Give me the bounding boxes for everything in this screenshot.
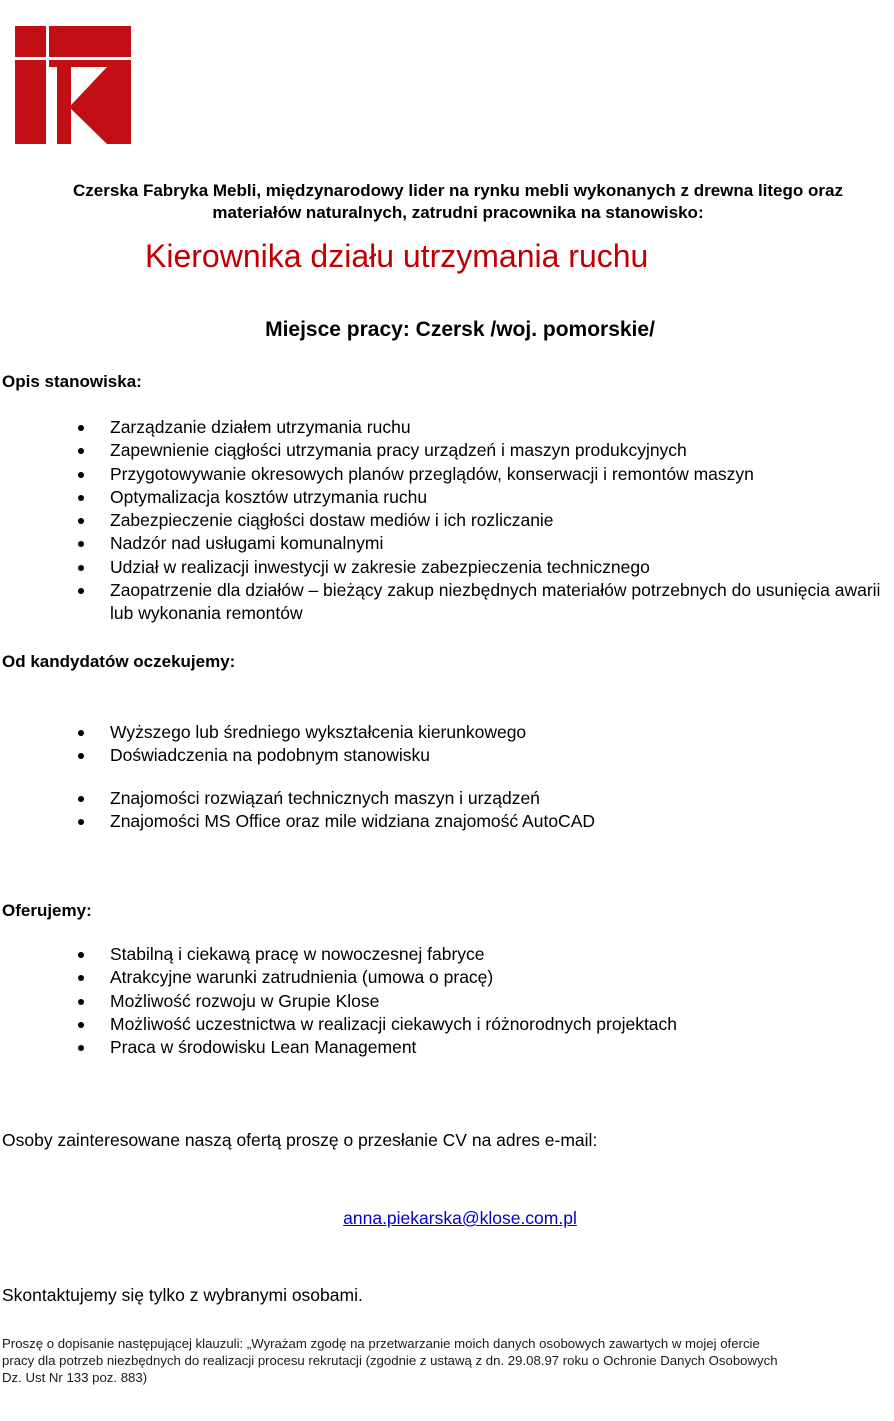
requirements-list-1 [0,721,526,768]
list-item: Zarządzanie działem utrzymania ruchu [0,416,894,439]
consent-clause [2,1335,894,1386]
list-item: Doświadczenia na podobnym stanowisku [0,744,526,767]
list-item: Zapewnienie ciągłości utrzymania pracy urządzeń i maszyn produkcyjnych [0,439,894,462]
requirements-heading: Od kandydatów oczekujemy: [2,652,236,671]
list-item: Praca w środowisku Lean Management [0,1036,677,1059]
email-link[interactable]: anna.piekarska@klose.com.pl [343,1208,577,1228]
list-item: Nadzór nad usługami komunalnymi [0,532,894,555]
company-intro [0,180,894,224]
list-item: Wyższego lub średniego wykształcenia kierunkowego [0,721,526,744]
job-title: Kierownika działu utrzymania ruchu [145,238,649,274]
list-item: Optymalizacja kosztów utrzymania ruchu [0,486,894,509]
list-item: Możliwość uczestnictwa w realizacji ciekawych i różnorodnych projektach [0,1013,677,1036]
klose-logo-icon [15,26,131,144]
list-item: Zabezpieczenie ciągłości dostaw mediów i ich rozliczanie [0,509,894,532]
list-item: Możliwość rozwoju w Grupie Klose [0,990,677,1013]
intro-line-2: materiałów naturalnych, zatrudni pracownika na stanowisko: [212,203,704,222]
list-item: Udział w realizacji inwestycji w zakresie zabezpieczenia technicznego [0,556,894,579]
selection-note: Skontaktujemy się tylko z wybranymi osobami. [2,1285,363,1305]
job-location: Miejsce pracy: Czersk /woj. pomorskie/ [265,318,655,341]
description-heading: Opis stanowiska: [2,372,142,391]
list-item: Znajomości rozwiązań technicznych maszyn i urządzeń [0,787,595,810]
intro-line-1: Czerska Fabryka Mebli, międzynarodowy lider na rynku mebli wykonanych z drewna litego oraz [73,181,843,200]
clause-line-3: Dz. Ust Nr 133 poz. 883) [2,1370,148,1385]
description-list [0,416,894,626]
contact-text: Osoby zainteresowane naszą ofertą proszę o przesłanie CV na adres e-mail: [2,1130,598,1150]
clause-line-2: pracy dla potrzeb niezbędnych do realizacji procesu rekrutacji (zgodnie z ustawą z dn. 29.08.97 roku o Ochronie Danych Osobowych [2,1353,778,1368]
list-item: Zaopatrzenie dla działów – bieżący zakup niezbędnych materiałów potrzebnych do usunięcia awarii lub wykonania remontów [0,579,894,626]
offer-list [0,943,677,1059]
clause-line-1: Proszę o dopisanie następującej klauzuli: „Wyrażam zgodę na przetwarzanie moich danych osobowych zawartych w mojej ofercie [2,1336,760,1351]
list-item: Atrakcyjne warunki zatrudnienia (umowa o pracę) [0,966,677,989]
offer-heading: Oferujemy: [2,901,92,920]
list-item: Znajomości MS Office oraz mile widziana znajomość AutoCAD [0,810,595,833]
requirements-list-2 [0,787,595,834]
list-item: Stabilną i ciekawą pracę w nowoczesnej fabryce [0,943,677,966]
list-item: Przygotowywanie okresowych planów przeglądów, konserwacji i remontów maszyn [0,463,894,486]
